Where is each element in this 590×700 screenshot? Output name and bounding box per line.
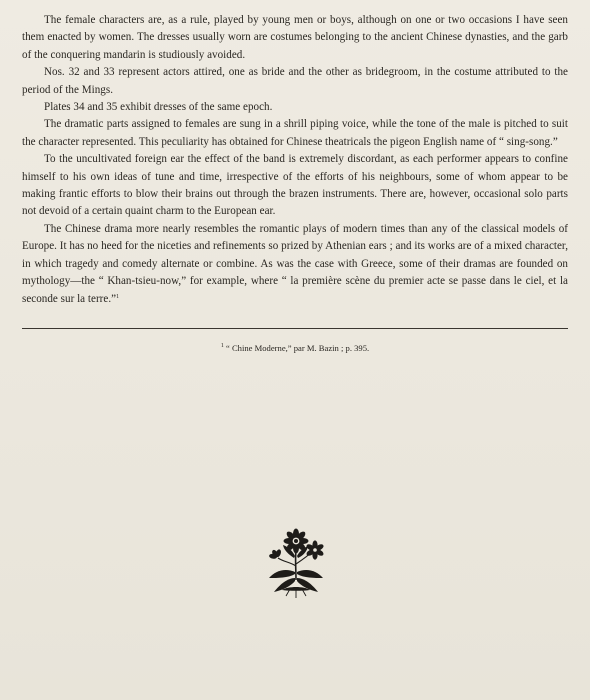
body-text <box>22 12 568 308</box>
footnote-mark: 1 <box>220 343 224 349</box>
footnote-reference: 1 <box>116 293 120 300</box>
footnote-rule <box>22 328 568 329</box>
paragraph-sing-song: The dramatic parts assigned to females are sung in a shrill piping voice, while the tone of the male is pitched to suit the character represented. This peculiarity has obtained for Chinese theatricals the pigeon English name of “ sing-song.” <box>22 118 568 148</box>
paragraph-bride-bridegroom: Nos. 32 and 33 represent actors attired, one as bride and the other as bridegroom, in the costume attributed to the period of the Mings. <box>22 66 568 96</box>
paragraph-chinese-drama-text: The Chinese drama more nearly resembles the romantic plays of modern times than any of the classical models of Europe. It has no heed for the niceties and refinements so prized by Athenian ears ; and its works are of a mixed character, in which tragedy and comedy alternate or combine. As was the case with Greece, some of their dramas are founded on mythology—the “ Khan-tsieu-now,” for example, where “ la première scène du premier acte se passe dans le ciel, et la seconde sur la terre.” <box>22 222 568 305</box>
footnote-text: “ Chine Moderne,” par M. Bazin ; p. 395. <box>223 343 370 353</box>
footnote <box>0 342 590 354</box>
paragraph-band: To the uncultivated foreign ear the effect of the band is extremely discordant, as each performer appears to confine himself to his own ideas of tune and time, irrespective of the efforts of his neighbours, some of whom appear to be making frantic efforts to blow their brains out through the brazen instruments. There are, however, occasional solo parts not devoid of a certain quaint charm to the European ear. <box>22 153 568 218</box>
paragraph-female-characters: The female characters are, as a rule, played by young men or boys, although on one or two occasions I have seen them enacted by women. The dresses usually worn are costumes belonging to the ancient Chinese dynasties, and the garb of the conquering mandarin is studiously avoided. <box>22 14 568 61</box>
paragraph-chinese-drama <box>22 221 568 308</box>
floral-tailpiece-icon <box>264 528 328 600</box>
paragraph-plates: Plates 34 and 35 exhibit dresses of the same epoch. <box>44 101 273 114</box>
